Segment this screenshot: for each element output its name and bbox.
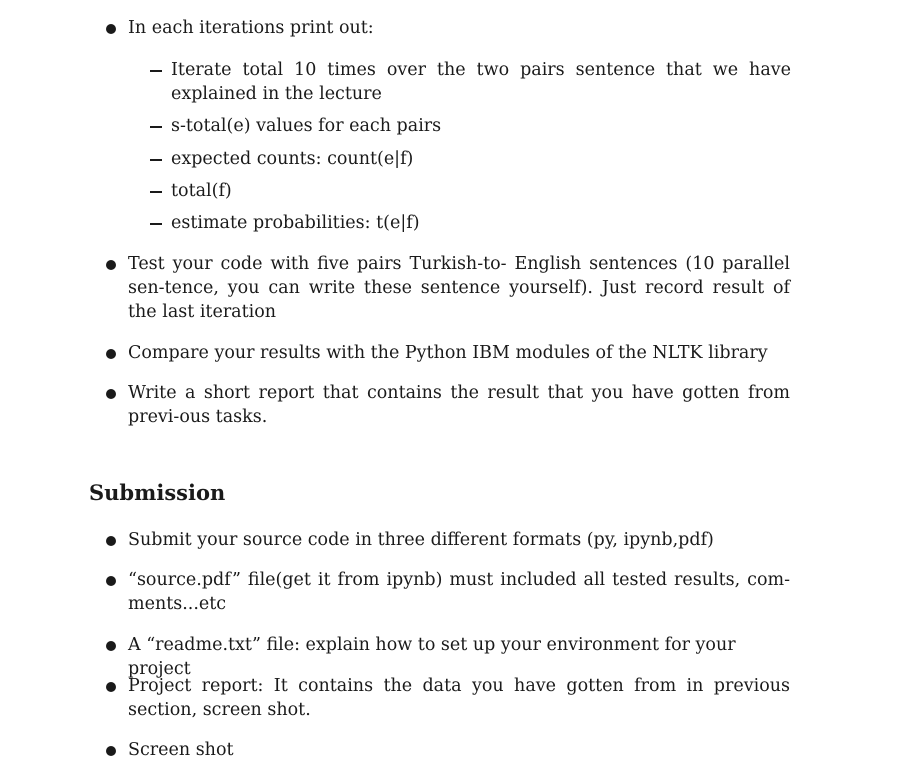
submission-item-screen-shot: Screen shot bbox=[128, 740, 234, 760]
bullet-dot bbox=[106, 24, 116, 34]
submission-item-source-pdf: “source.pdf” file(get it from ipynb) must included all tested results, com-ments...etc bbox=[128, 570, 790, 614]
bullet-dot bbox=[106, 746, 116, 756]
bullet-dot bbox=[106, 682, 116, 692]
sub-item-total-f: total(f) bbox=[171, 181, 232, 201]
bullet-dot bbox=[106, 389, 116, 399]
task-item-report: Write a short report that contains the result that you have gotten from previ-ous tasks. bbox=[128, 383, 790, 427]
submission-item-source-code: Submit your source code in three different formats (py, ipynb,pdf) bbox=[128, 530, 714, 550]
sub-item-iterate: Iterate total 10 times over the two pairs sentence that we have explained in the lecture bbox=[171, 60, 791, 104]
bullet-dot bbox=[106, 536, 116, 546]
sub-item-s-total: s-total(e) values for each pairs bbox=[171, 116, 442, 136]
dash-marker bbox=[150, 223, 162, 225]
dash-marker bbox=[150, 70, 162, 72]
submission-item-readme: A “readme.txt” file: explain how to set up your environment for your project bbox=[128, 635, 736, 679]
submission-heading: Submission bbox=[89, 480, 226, 505]
bullet-dot bbox=[106, 641, 116, 651]
dash-marker bbox=[150, 126, 162, 128]
sub-item-estimate-probabilities: estimate probabilities: t(e|f) bbox=[171, 213, 420, 233]
bullet-dot bbox=[106, 576, 116, 586]
bullet-dot bbox=[106, 349, 116, 359]
iterations-intro: In each iterations print out: bbox=[128, 18, 374, 38]
submission-item-project-report: Project report: It contains the data you have gotten from in previous section, screen shot. bbox=[128, 676, 790, 720]
task-item-compare: Compare your results with the Python IBM modules of the NLTK library bbox=[128, 343, 768, 363]
dash-marker bbox=[150, 159, 162, 161]
bullet-dot bbox=[106, 260, 116, 270]
sub-item-expected-counts: expected counts: count(e|f) bbox=[171, 149, 414, 169]
dash-marker bbox=[150, 191, 162, 193]
task-item-test-code: Test your code with five pairs Turkish-to- English sentences (10 parallel sen-tence, you can write these sentence yourself). Just record result of the last iteration bbox=[128, 254, 790, 322]
